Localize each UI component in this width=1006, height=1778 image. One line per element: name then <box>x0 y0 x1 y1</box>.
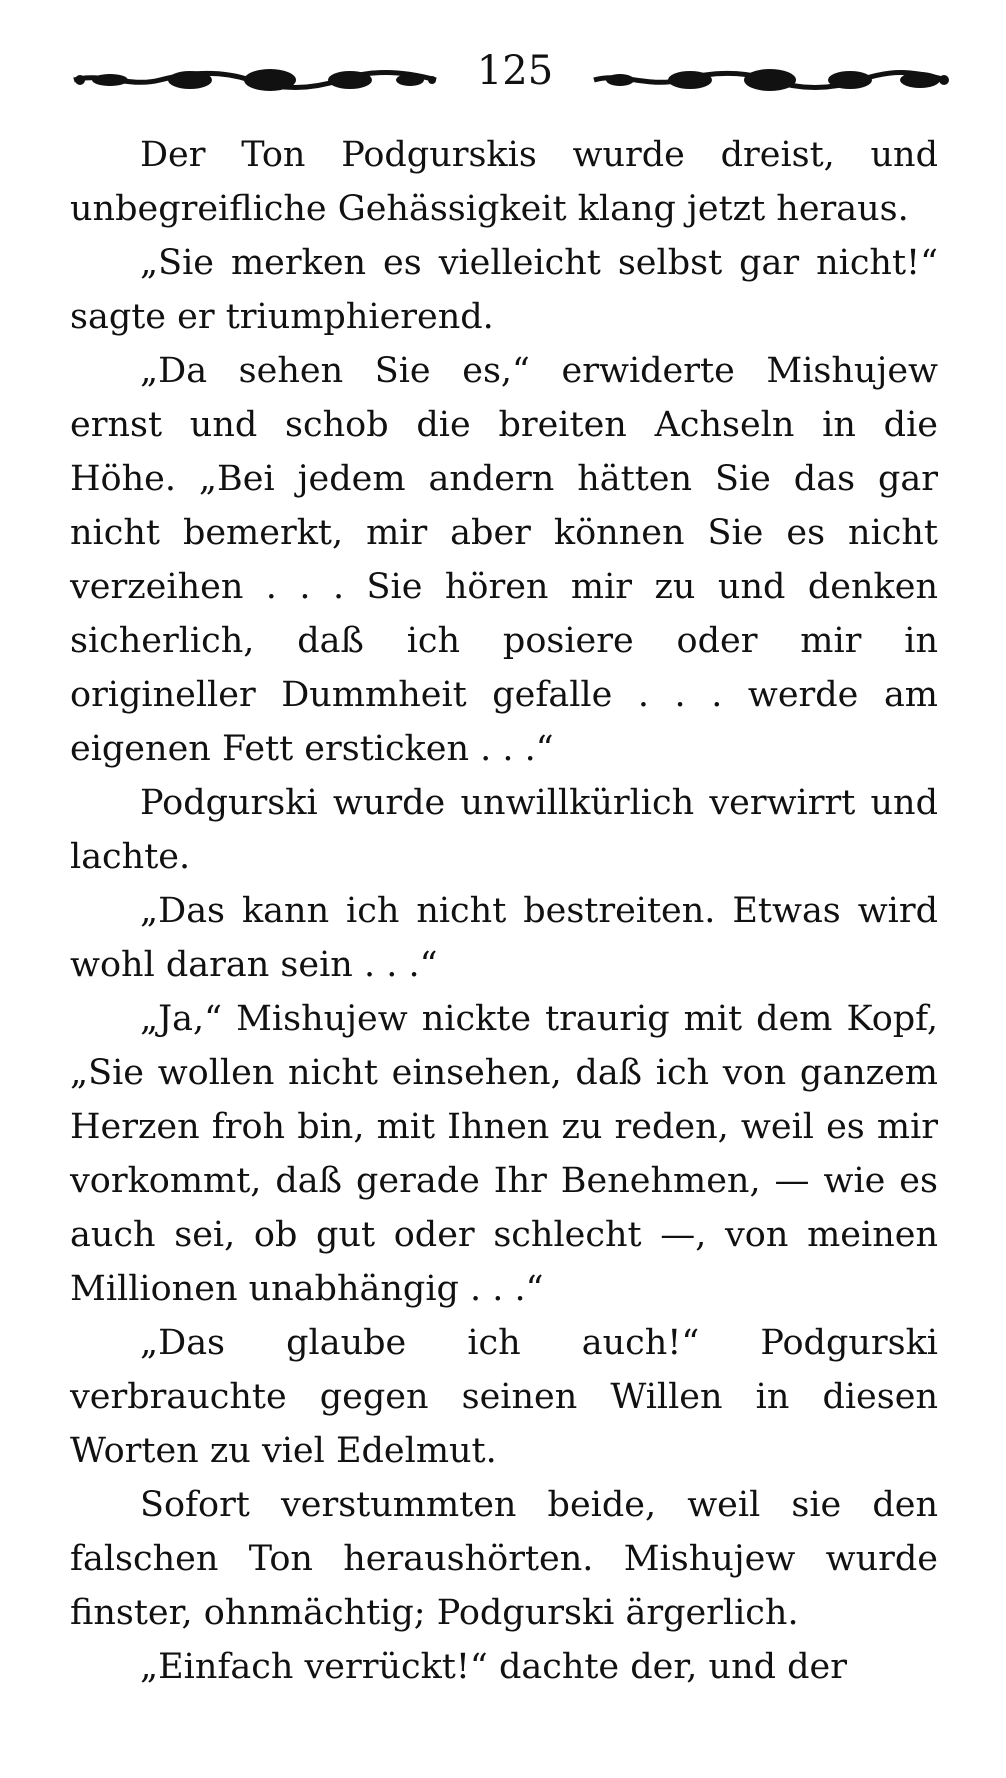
paragraph: „Das glaube ich auch!“ Podgurski verbrauchte gegen seinen Willen in diesen Worten zu viel Edelmut. <box>70 1323 938 1471</box>
left-ornament-icon <box>70 62 440 98</box>
paragraph: „Da sehen Sie es,“ erwiderte Mishujew ernst und schob die breiten Achseln in die Höhe. „Bei jedem andern hätten Sie das gar nicht bemerkt, mir aber können Sie es nicht verzeihen . . . Sie hören mir zu und denken sicherlich, daß ich posiere oder mir in origineller Dummheit gefalle . . . werde am eigenen Fett ersticken . . .“ <box>70 351 938 769</box>
body-text <box>70 128 938 1694</box>
right-ornament-icon <box>590 62 950 98</box>
paragraph: Podgurski wurde unwillkürlich verwirrt und lachte. <box>70 783 938 877</box>
paragraph: „Das kann ich nicht bestreiten. Etwas wird wohl daran sein . . .“ <box>70 891 938 985</box>
page-number: 125 <box>476 48 554 94</box>
paragraph: Der Ton Podgurskis wurde dreist, und unbegreifliche Gehässigkeit klang jetzt heraus. <box>70 135 938 229</box>
page-header <box>70 40 950 110</box>
paragraph: Sofort verstummten beide, weil sie den falschen Ton heraushörten. Mishujew wurde finster, ohnmächtig; Podgurski ärgerlich. <box>70 1485 938 1633</box>
paragraph: „Ja,“ Mishujew nickte traurig mit dem Kopf, „Sie wollen nicht einsehen, daß ich von ganzem Herzen froh bin, mit Ihnen zu reden, weil es mir vorkommt, daß gerade Ihr Benehmen, — wie es auch sei, ob gut oder schlecht —, von meinen Millionen unabhängig . . .“ <box>70 999 938 1309</box>
paragraph: „Sie merken es vielleicht selbst gar nicht!“ sagte er triumphierend. <box>70 243 938 337</box>
paragraph: „Einfach verrückt!“ dachte der, und der <box>140 1647 847 1687</box>
